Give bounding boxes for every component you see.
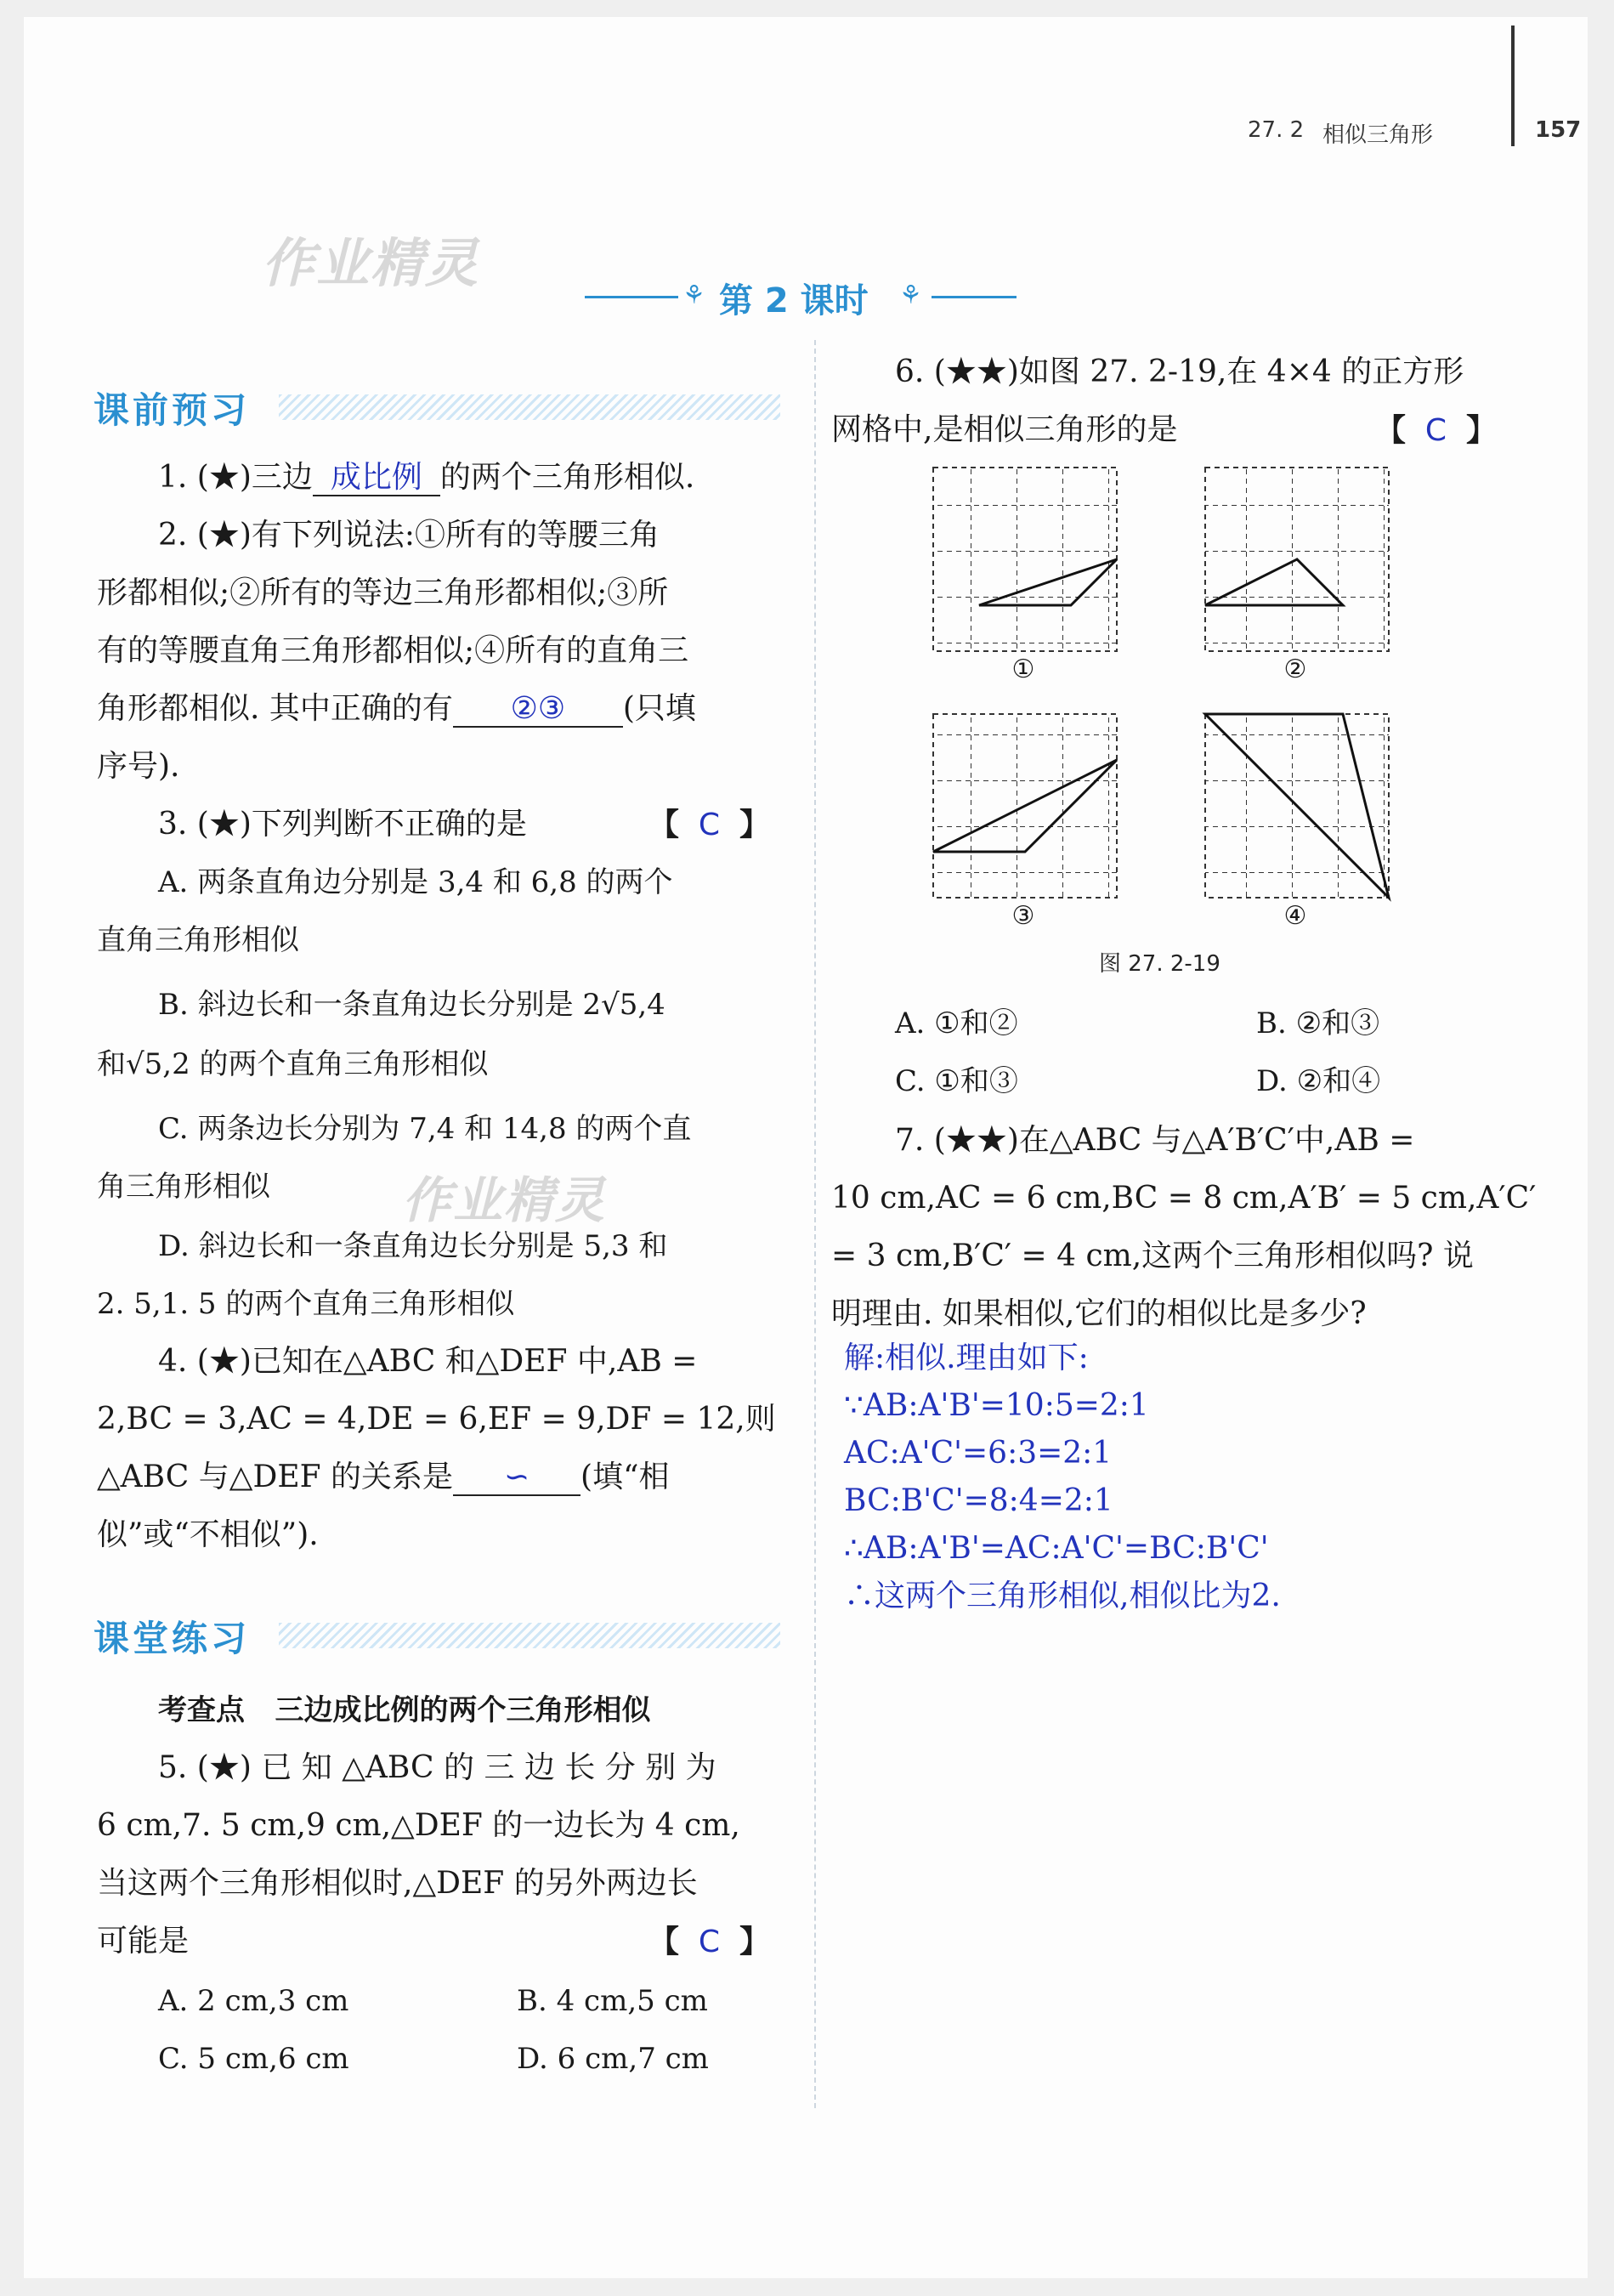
section-hatch-practice <box>279 1623 780 1648</box>
checkpoint <box>158 1683 651 1738</box>
solution-line-4: BC:B'C'=8:4=2:1 <box>844 1483 1113 1518</box>
question-7-line3: = 3 cm,B′C′ = 4 cm,这两个三角形相似吗? 说 <box>831 1239 1474 1273</box>
q3-answer: C <box>698 808 721 842</box>
section-title-practice: 课堂练习 <box>93 1618 251 1659</box>
q5-option-a: A. 2 cm,3 cm <box>158 1984 349 2018</box>
q3-option-a-line1: A. 两条直角边分别是 3,4 和 6,8 的两个 <box>158 865 673 899</box>
question-4-line4: 似”或“不相似”). <box>97 1517 319 1552</box>
q3-option-a-line2: 直角三角形相似 <box>97 923 299 957</box>
grid-1 <box>933 468 1117 651</box>
question-6-line1: 6. (★★)如图 27. 2-19,在 4×4 的正方形 <box>895 354 1464 389</box>
grid-2 <box>1205 468 1389 651</box>
question-4-line3: △ABC 与△DEF 的关系是 ∽ (填“相 <box>97 1460 670 1494</box>
column-divider <box>814 340 816 2108</box>
question-2-line2: 形都相似;②所有的等边三角形都相似;③所 <box>97 575 669 610</box>
question-4-line1: 4. (★)已知在△ABC 和△DEF 中,AB = <box>158 1344 698 1379</box>
figure-label-2: ② <box>1283 655 1307 684</box>
q6-option-b: B. ②和③ <box>1256 1006 1380 1040</box>
running-section: 27. 2 <box>1248 117 1305 143</box>
question-7-line2: 10 cm,AC = 6 cm,BC = 8 cm,A′B′ = 5 cm,A′C′ <box>831 1181 1537 1216</box>
q3-option-d-line1: D. 斜边长和一条直角边长分别是 5,3 和 <box>158 1229 668 1263</box>
q5-option-b: B. 4 cm,5 cm <box>517 1984 708 2018</box>
title-right-swirl-icon: ⚘ <box>899 281 922 310</box>
q3-option-d-line2: 2. 5,1. 5 的两个直角三角形相似 <box>97 1287 515 1321</box>
q4-answer: ∽ <box>453 1460 580 1496</box>
question-3-stem: 3. (★)下列判断不正确的是 <box>158 807 527 842</box>
q3-option-c-line2: 角三角形相似 <box>97 1170 270 1204</box>
figure-label-4: ④ <box>1283 901 1307 931</box>
solution-line-3: AC:A'C'=6:3=2:1 <box>844 1436 1113 1471</box>
section-hatch-preview <box>279 394 780 420</box>
question-7-line4: 明理由. 如果相似,它们的相似比是多少? <box>831 1296 1367 1331</box>
q7-solution <box>844 1335 1281 1620</box>
figure-label-3: ③ <box>1011 901 1035 931</box>
textbook-page <box>24 17 1588 2278</box>
question-5-line4: 可能是 <box>97 1924 190 1959</box>
solution-line-1: 解:相似.理由如下: <box>844 1341 1089 1375</box>
q6-bracket: 【 C 】 <box>1375 412 1497 448</box>
question-6-line2: 网格中,是相似三角形的是 <box>831 412 1178 447</box>
title-left-line <box>585 296 678 298</box>
q6-answer: C <box>1424 413 1447 448</box>
q3-bracket: 【 C 】 <box>648 807 770 842</box>
question-2-line4: 角形都相似. 其中正确的有 ②③ (只填 <box>97 691 696 726</box>
lesson-title: 第 2 课时 <box>719 281 869 320</box>
figure-caption: 图 27. 2-19 <box>1099 951 1220 977</box>
solution-line-5: ∴AB:A'B'=AC:A'C'=BC:B'C' <box>844 1531 1269 1566</box>
q5-option-c: C. 5 cm,6 cm <box>158 2042 349 2076</box>
title-left-swirl-icon: ⚘ <box>682 281 705 310</box>
watermark-top: 作业精灵 <box>262 232 480 294</box>
question-7-line1: 7. (★★)在△ABC 与△A′B′C′中,AB = <box>895 1123 1415 1158</box>
q3-option-b-line1: B. 斜边长和一条直角边长分别是 2√5,4 <box>158 988 665 1022</box>
q5-answer: C <box>698 1925 721 1959</box>
figure-label-1: ① <box>1011 655 1035 684</box>
title-right-line <box>932 296 1017 298</box>
watermark-middle: 作业精灵 <box>402 1171 607 1229</box>
question-2-line3: 有的等腰直角三角形都相似;④所有的直角三 <box>97 633 689 668</box>
q6-option-d: D. ②和④ <box>1256 1064 1381 1098</box>
q3-option-c-line1: C. 两条边长分别为 7,4 和 14,8 的两个直 <box>158 1112 692 1146</box>
grid-4 <box>1205 714 1389 898</box>
question-4-line2: 2,BC = 3,AC = 4,DE = 6,EF = 9,DF = 12,则 <box>97 1402 776 1437</box>
q3-option-b-line2: 和√5,2 的两个直角三角形相似 <box>97 1047 489 1081</box>
q1-answer: 成比例 <box>313 461 440 496</box>
q5-bracket: 【 C 】 <box>648 1924 770 1959</box>
q6-option-a: A. ①和② <box>895 1006 1018 1040</box>
running-chapter: 相似三角形 <box>1322 122 1434 148</box>
q2-answer: ②③ <box>453 692 623 728</box>
question-5-line2: 6 cm,7. 5 cm,9 cm,△DEF 的一边长为 4 cm, <box>97 1808 740 1843</box>
page-number: 157 <box>1535 117 1582 143</box>
question-1: 1. (★)三边 成比例 的两个三角形相似. <box>158 460 695 495</box>
solution-line-2: ∵AB:A'B'=10:5=2:1 <box>844 1388 1149 1423</box>
figure-27-2-19 <box>925 459 1435 952</box>
question-2-line5: 序号). <box>97 749 180 784</box>
solution-line-6: ∴这两个三角形相似,相似比为2. <box>844 1579 1281 1613</box>
q6-option-c: C. ①和③ <box>895 1064 1018 1098</box>
header-rule <box>1511 26 1515 146</box>
q5-option-d: D. 6 cm,7 cm <box>517 2042 709 2076</box>
question-5-line1: 5. (★) 已 知 △ABC 的 三 边 长 分 别 为 <box>158 1750 716 1785</box>
question-5-line3: 当这两个三角形相似时,△DEF 的另外两边长 <box>97 1866 698 1901</box>
grid-3 <box>933 714 1117 898</box>
checkpoint-label: 考查点 <box>158 1693 245 1727</box>
checkpoint-text: 三边成比例的两个三角形相似 <box>275 1693 651 1727</box>
question-2-line1: 2. (★)有下列说法:①所有的等腰三角 <box>158 518 660 553</box>
section-title-preview: 课前预习 <box>93 389 251 431</box>
